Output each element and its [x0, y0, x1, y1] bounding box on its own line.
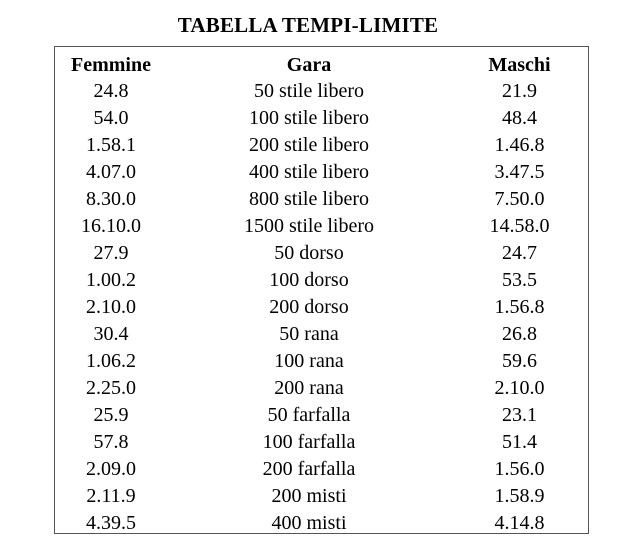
femmine-time-cell: 2.10.0 — [86, 296, 136, 318]
femmine-time-cell: 16.10.0 — [81, 215, 141, 237]
maschi-time-cell: 7.50.0 — [494, 188, 545, 210]
femmine-time-cell: 1.06.2 — [86, 350, 136, 372]
maschi-time-cell: 14.58.0 — [489, 215, 550, 237]
event-cell: 200 dorso — [269, 296, 349, 318]
table-row — [55, 321, 588, 348]
table-row — [55, 132, 588, 159]
table-row — [55, 186, 588, 213]
event-cell: 50 rana — [279, 323, 339, 345]
femmine-time-cell: 25.9 — [93, 404, 129, 426]
event-cell: 400 misti — [271, 512, 347, 534]
maschi-time-cell: 4.14.8 — [494, 512, 545, 534]
femmine-time-cell: 30.4 — [93, 323, 129, 345]
maschi-time-cell: 48.4 — [502, 107, 537, 129]
column-header-maschi: Maschi — [488, 54, 551, 76]
column-header-gara: Gara — [286, 54, 332, 76]
event-cell: 800 stile libero — [249, 188, 369, 210]
page-title: TABELLA TEMPI-LIMITE — [177, 13, 439, 37]
table-row — [55, 213, 588, 240]
table-row — [55, 294, 588, 321]
table-row — [55, 159, 588, 186]
event-cell: 200 misti — [271, 485, 347, 507]
column-header-femmine: Femmine — [71, 54, 151, 76]
femmine-time-cell: 57.8 — [93, 431, 129, 453]
femmine-time-cell: 54.0 — [93, 107, 129, 129]
event-cell: 400 stile libero — [249, 161, 369, 183]
femmine-time-cell: 1.58.1 — [86, 134, 136, 156]
maschi-time-cell: 2.10.0 — [494, 377, 545, 399]
table-row — [55, 267, 588, 294]
maschi-time-cell: 1.58.9 — [494, 485, 545, 507]
femmine-time-cell: 1.00.2 — [86, 269, 136, 291]
event-cell: 100 stile libero — [249, 107, 369, 129]
femmine-time-cell: 2.09.0 — [86, 458, 136, 480]
femmine-time-cell: 2.25.0 — [86, 377, 136, 399]
table-row — [55, 240, 588, 267]
table-row — [55, 78, 588, 105]
maschi-time-cell: 24.7 — [502, 242, 537, 264]
maschi-time-cell: 59.6 — [502, 350, 537, 372]
table-row — [55, 429, 588, 456]
table-row — [55, 456, 588, 483]
table-row — [55, 510, 588, 537]
event-cell: 50 stile libero — [254, 80, 364, 102]
femmine-time-cell: 27.9 — [93, 242, 129, 264]
table-row — [55, 348, 588, 375]
femmine-time-cell: 24.8 — [93, 80, 129, 102]
femmine-time-cell: 8.30.0 — [86, 188, 136, 210]
time-limits-table-frame — [54, 46, 589, 534]
event-cell: 100 farfalla — [262, 431, 356, 453]
maschi-time-cell: 21.9 — [502, 80, 537, 102]
maschi-time-cell: 26.8 — [502, 323, 537, 345]
event-cell: 50 dorso — [274, 242, 344, 264]
femmine-time-cell: 2.11.9 — [86, 485, 136, 507]
table-header-row — [55, 52, 588, 78]
maschi-time-cell: 51.4 — [502, 431, 537, 453]
table-row — [55, 402, 588, 429]
maschi-time-cell: 1.56.0 — [494, 458, 545, 480]
event-cell: 100 rana — [274, 350, 344, 372]
maschi-time-cell: 1.46.8 — [494, 134, 545, 156]
femmine-time-cell: 4.07.0 — [86, 161, 136, 183]
table-row — [55, 375, 588, 402]
event-cell: 50 farfalla — [267, 404, 351, 426]
time-limits-table — [55, 52, 588, 537]
event-cell: 200 rana — [274, 377, 344, 399]
maschi-time-cell: 53.5 — [502, 269, 537, 291]
maschi-time-cell: 1.56.8 — [494, 296, 545, 318]
event-cell: 200 farfalla — [262, 458, 356, 480]
maschi-time-cell: 23.1 — [502, 404, 537, 426]
maschi-time-cell: 3.47.5 — [494, 161, 545, 183]
event-cell: 200 stile libero — [249, 134, 369, 156]
table-row — [55, 483, 588, 510]
event-cell: 100 dorso — [269, 269, 349, 291]
event-cell: 1500 stile libero — [244, 215, 374, 237]
table-body — [55, 78, 588, 537]
table-row — [55, 105, 588, 132]
femmine-time-cell: 4.39.5 — [86, 512, 136, 534]
